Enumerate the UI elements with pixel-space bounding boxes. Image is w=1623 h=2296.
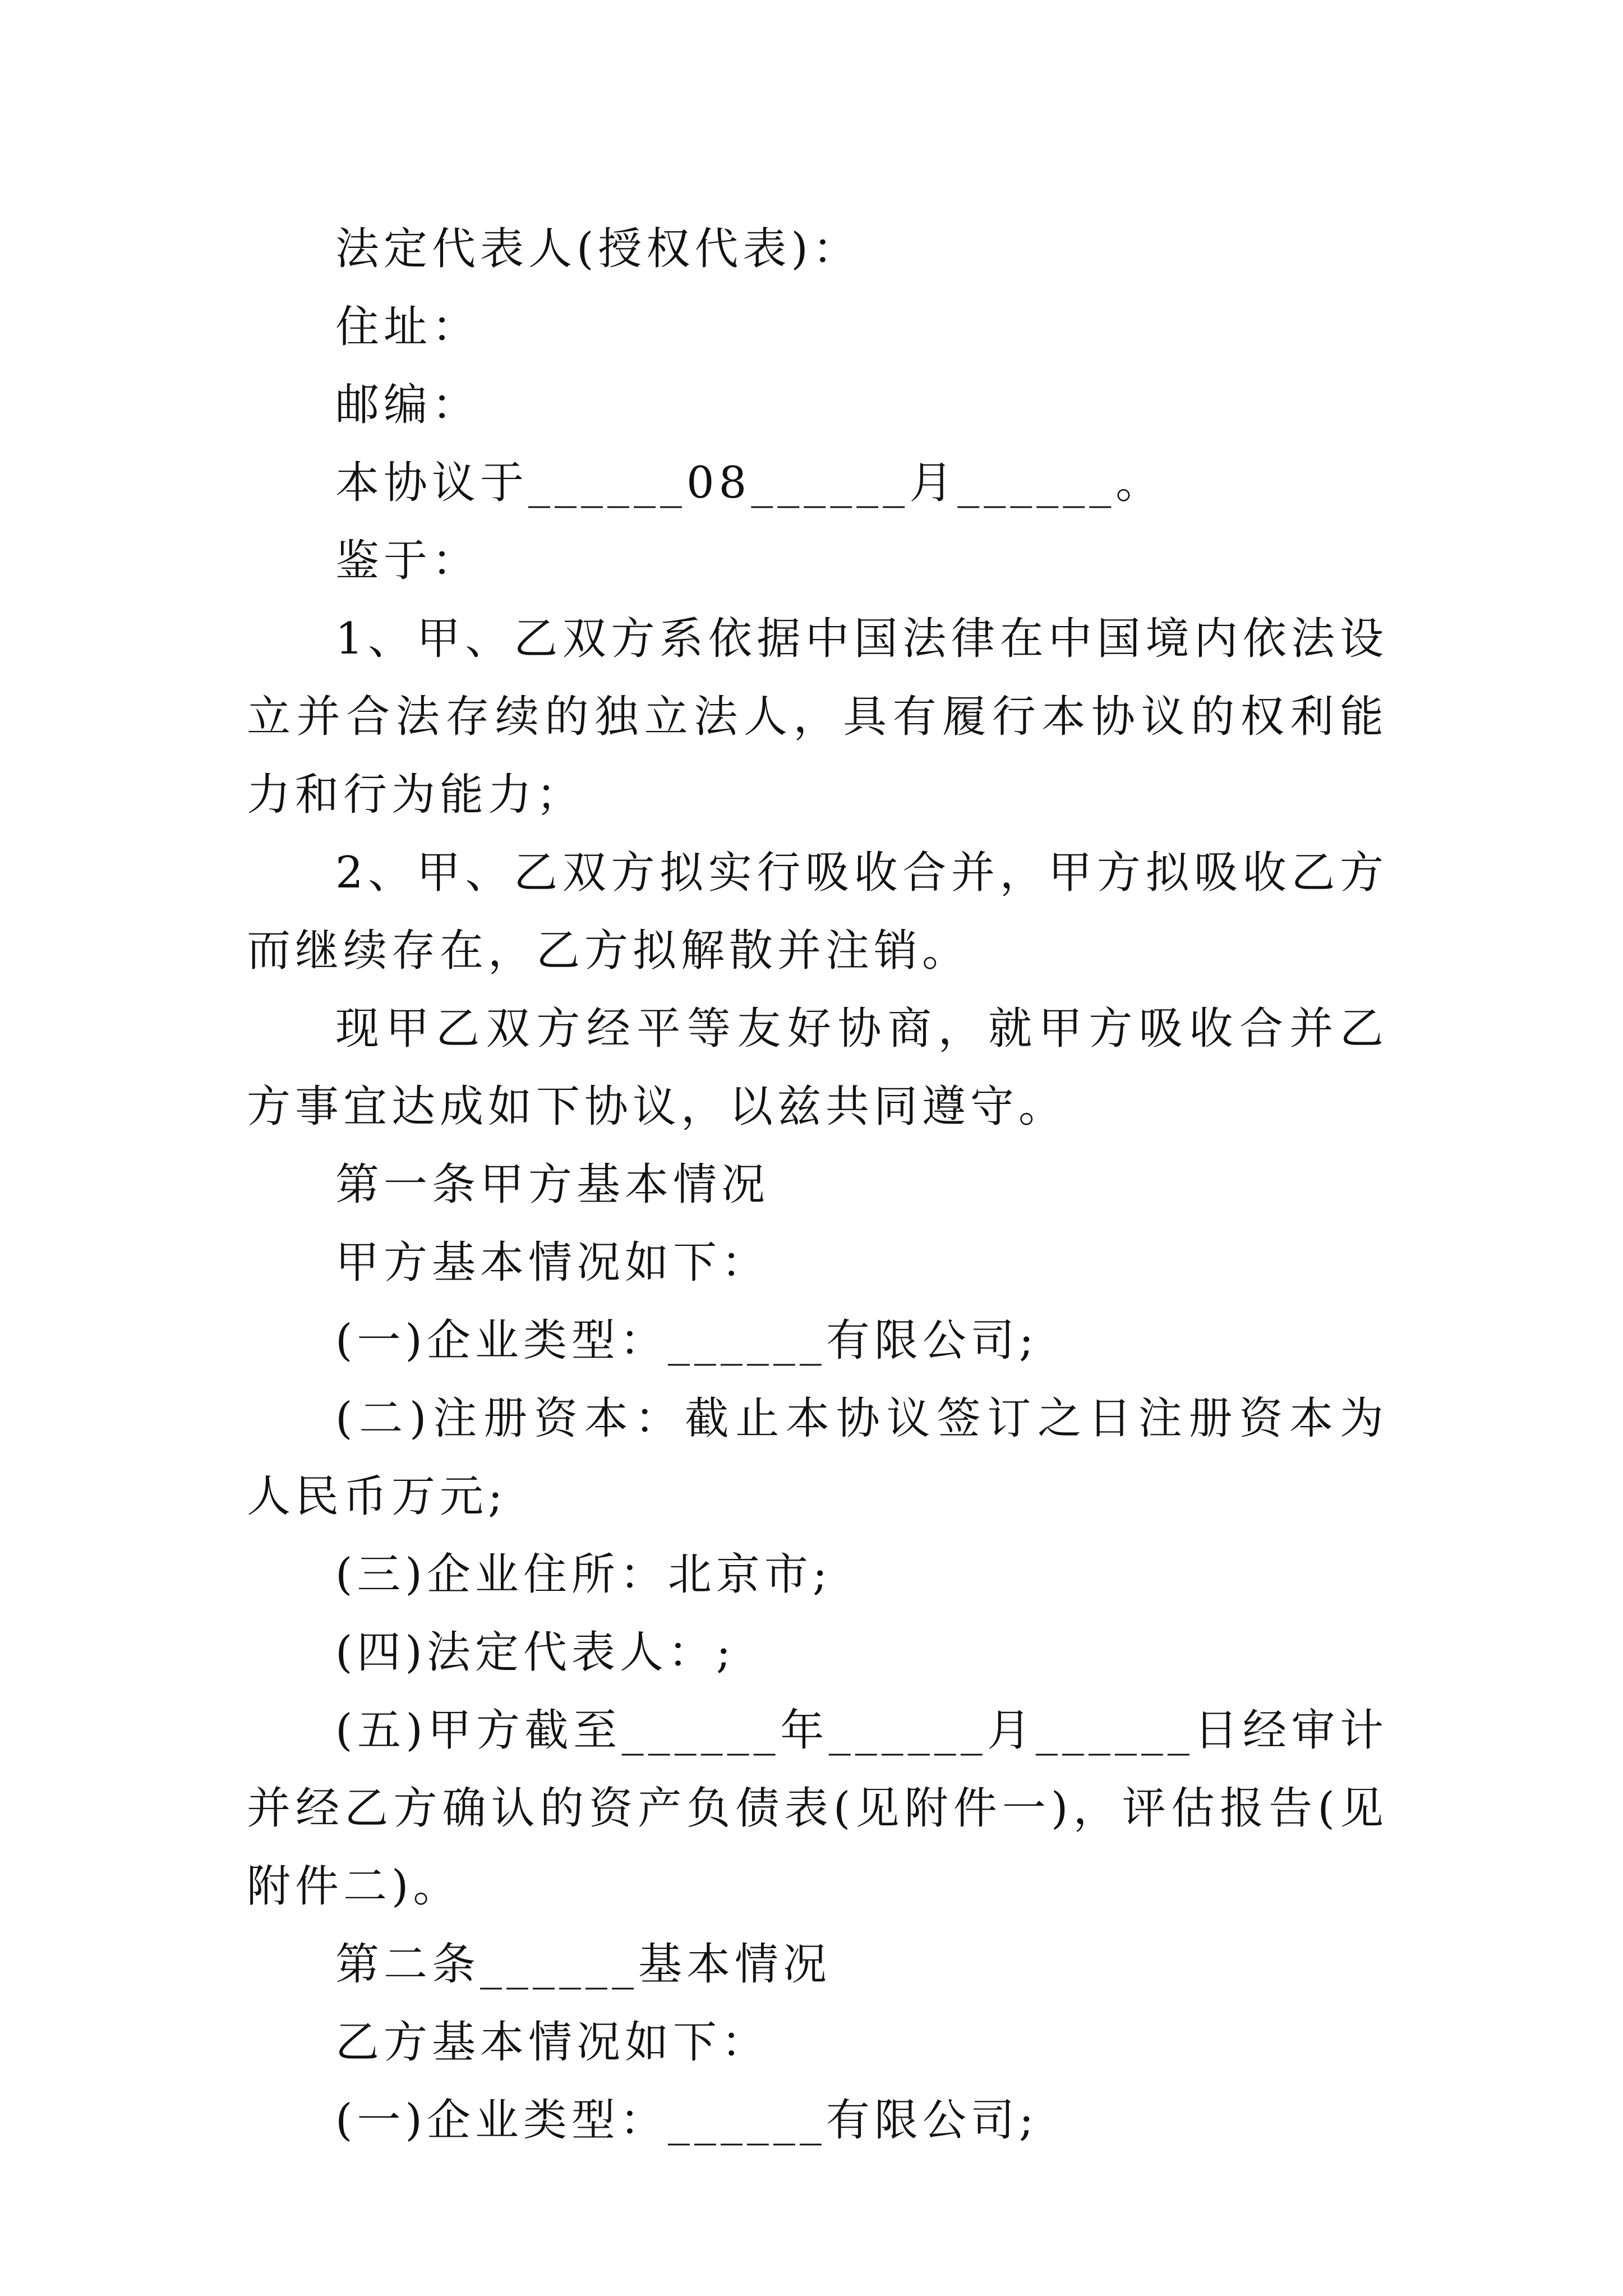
paragraph-recital-1: 1、甲、乙双方系依据中国法律在中国境内依法设立并合法存续的独立法人，具有履行本协议的权利能力和行为能力；: [247, 614, 1388, 820]
paragraph-recital-2: 2、甲、乙双方拟实行吸收合并，甲方拟吸收乙方而继续存在，乙方拟解散并注销。: [247, 848, 1388, 976]
document-body: [247, 210, 1388, 2160]
paragraph-whereas: 鉴于：: [335, 536, 481, 586]
party-a-legal-representative: (四)法定代表人：;: [335, 1627, 736, 1678]
paragraph-consultation: 现甲乙双方经平等友好协商，就甲方吸收合并乙方事宜达成如下协议，以兹共同遵守。: [247, 1004, 1388, 1132]
party-a-intro: 甲方基本情况如下：: [335, 1237, 770, 1288]
party-b-intro: 乙方基本情况如下：: [335, 2017, 770, 2068]
party-a-domicile: (三)企业住所：北京市;: [335, 1549, 832, 1600]
article-1-heading: 第一条甲方基本情况: [335, 1159, 770, 1210]
party-b-enterprise-type: (一)企业类型：______有限公司;: [335, 2095, 1039, 2146]
party-a-enterprise-type: (一)企业类型：______有限公司;: [335, 1315, 1039, 1366]
paragraph-legal-representative: 法定代表人(授权代表)：: [335, 224, 861, 274]
paragraph-agreement-date: 本协议于______08______月______。: [335, 458, 1164, 508]
paragraph-postcode: 邮编：: [335, 380, 481, 430]
article-2-heading: 第二条______基本情况: [335, 1939, 832, 1990]
party-a-balance-sheet: (五)甲方截至______年______月______日经审计并经乙方确认的资产负债表(见附件一)，评估报告(见附件二)。: [247, 1705, 1388, 1912]
party-a-registered-capital: (二)注册资本：截止本协议签订之日注册资本为人民币万元;: [247, 1393, 1388, 1522]
paragraph-address: 住址：: [335, 302, 481, 352]
